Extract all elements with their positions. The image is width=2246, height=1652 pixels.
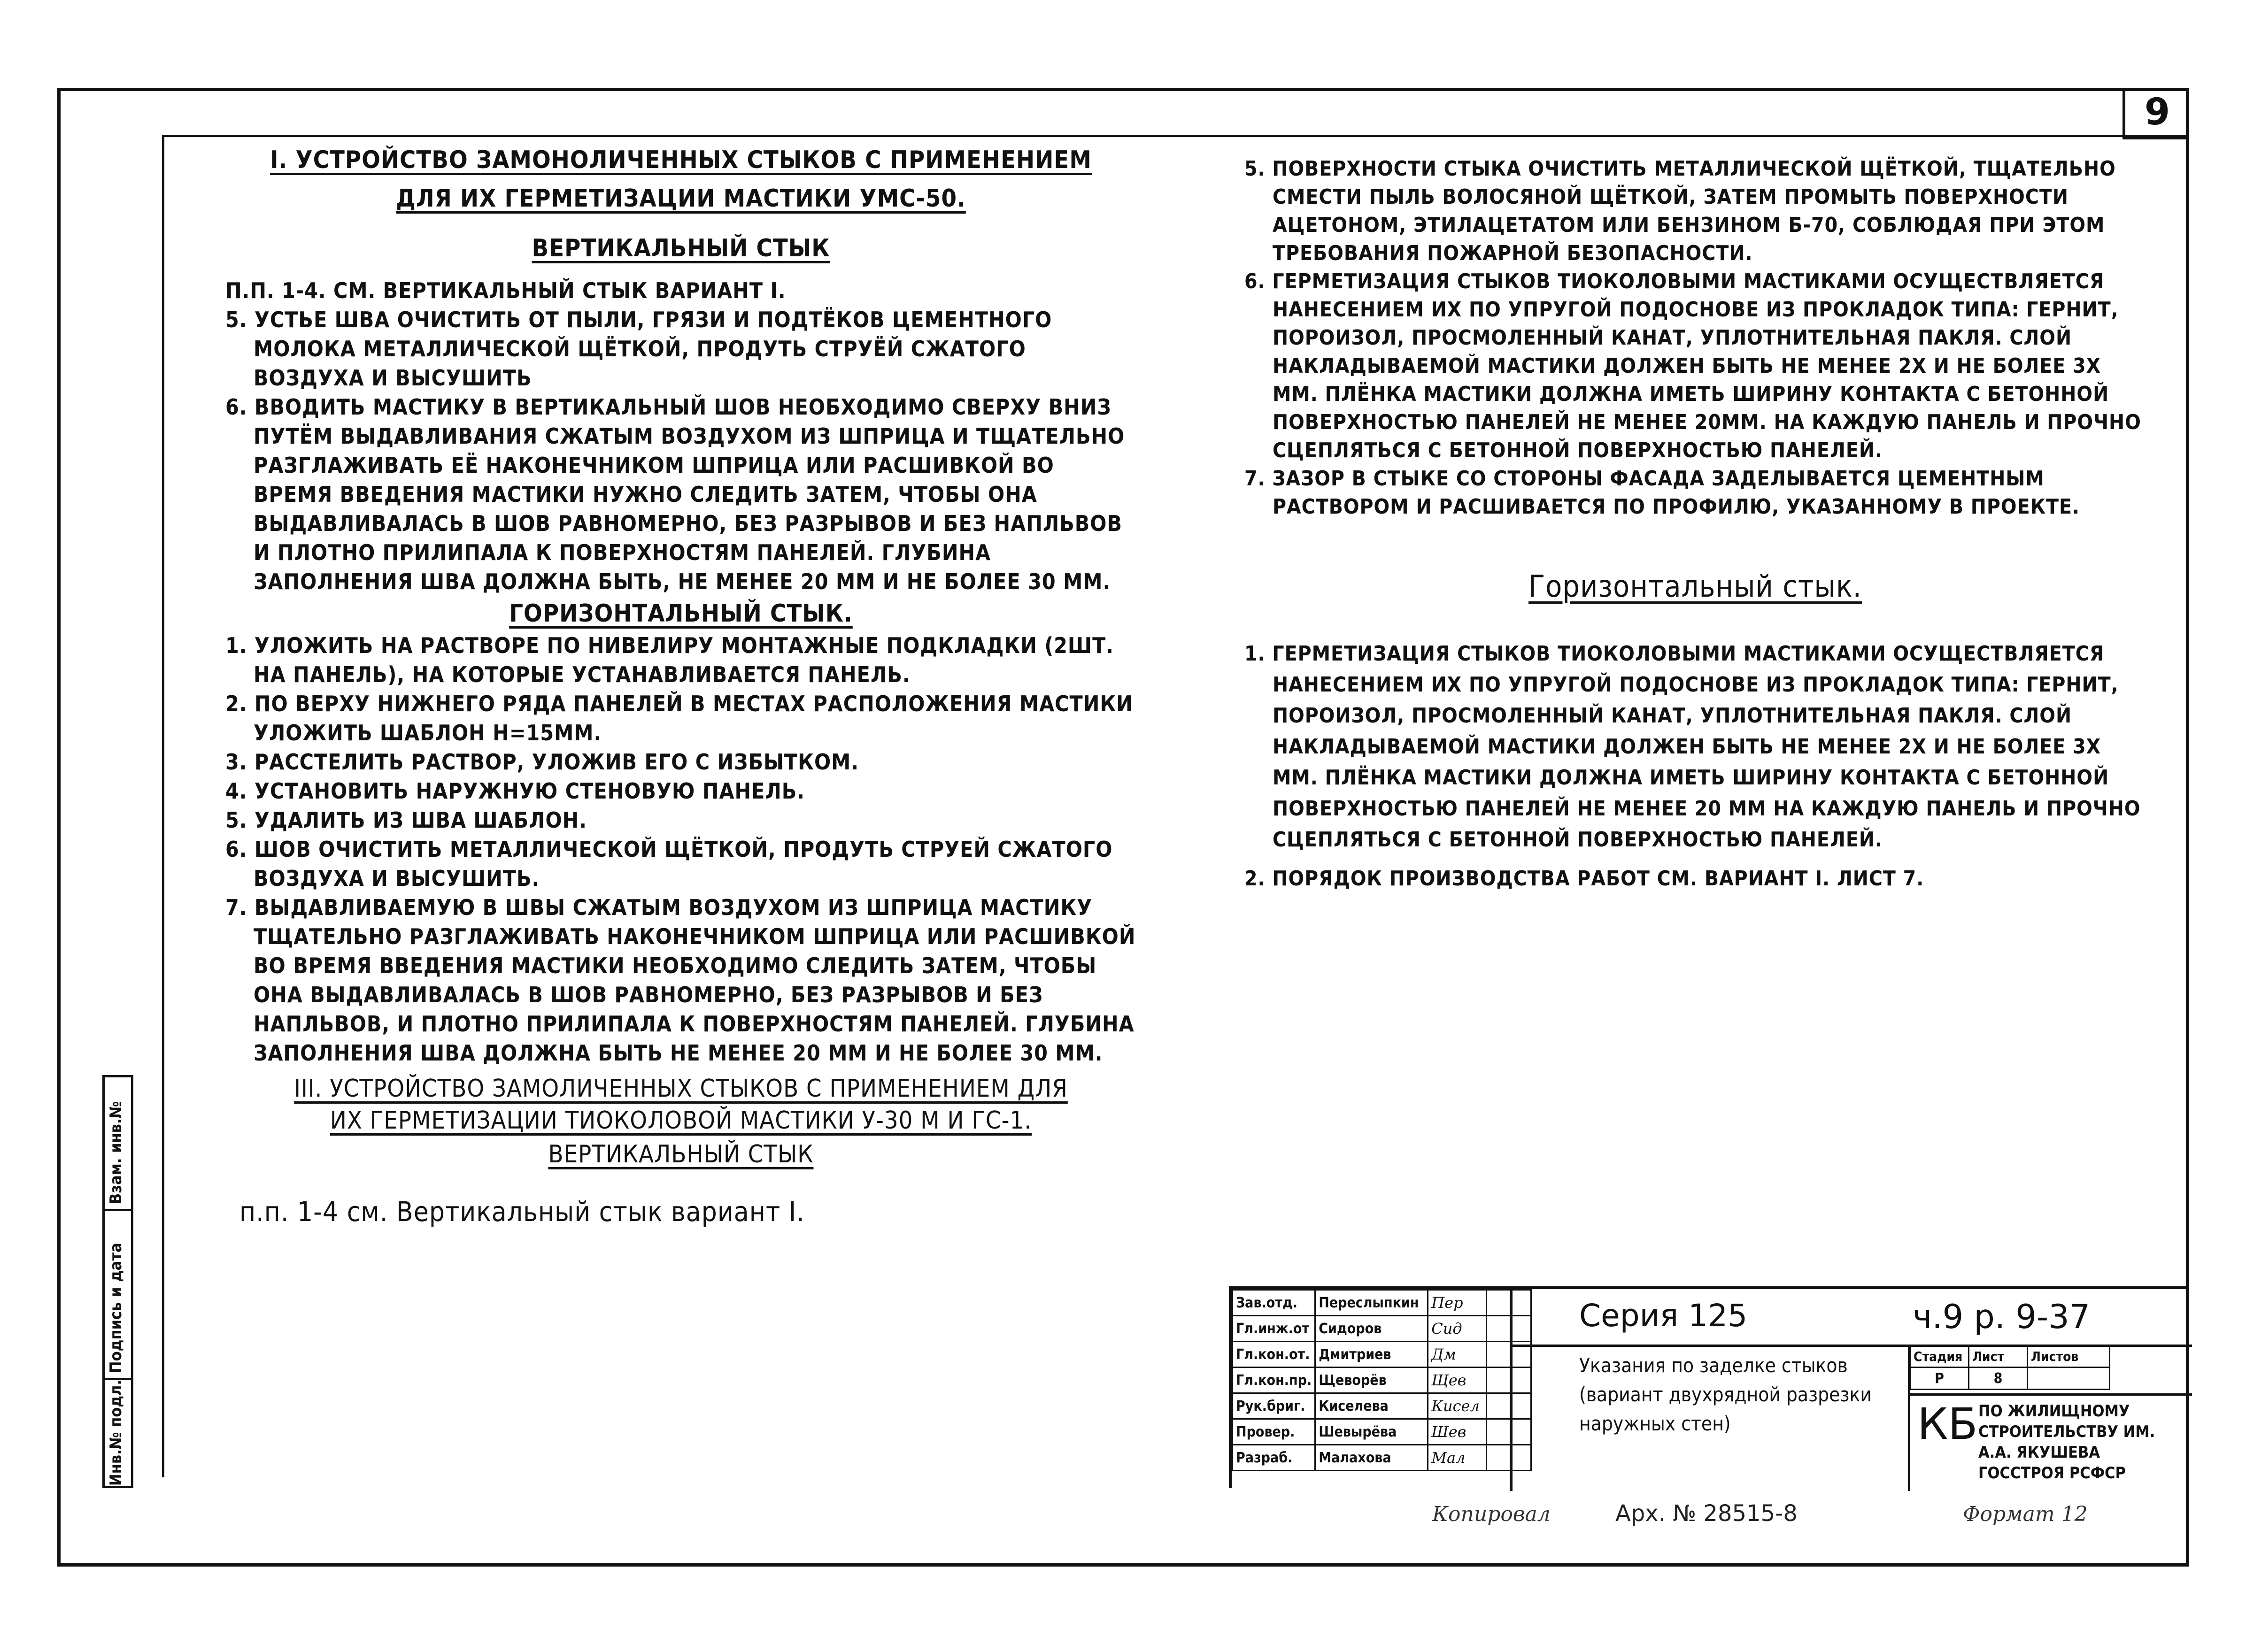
staff-name: Малахова xyxy=(1315,1445,1428,1471)
horiz-item-3: 3. РАССТЕЛИТЬ РАСТВОР, УЛОЖИВ ЕГО С ИЗБЫТКОМ. xyxy=(225,749,859,775)
side-stamp xyxy=(102,1075,133,1488)
sheets-label: Листов xyxy=(2028,1345,2110,1368)
horizontal-joint-heading: ГОРИЗОНТАЛЬНЫЙ СТЫК. xyxy=(509,599,853,628)
signature: Щев xyxy=(1428,1368,1487,1393)
document-title: Указания по заделке стыков (вариант двухрядной разрезки наружных стен) xyxy=(1579,1354,1872,1435)
role: Гл.инж.от xyxy=(1233,1316,1315,1342)
document-code: ч.9 р. 9-37 xyxy=(1913,1298,2091,1336)
right-item-5: 5. ПОВЕРХНОСТИ СТЫКА ОЧИСТИТЬ МЕТАЛЛИЧЕСКОЙ ЩЁТКОЙ, ТЩАТЕЛЬНО СМЕСТИ ПЫЛЬ ВОЛОСЯНОЙ ЩЁТКОЙ, ЗАТЕМ ПРОМЫТЬ ПОВЕРХНОСТИ АЦЕТОНОМ, ЭТИЛАЦЕТАТОМ ИЛИ БЕНЗИНОМ Б-70, СОБЛЮДАЯ ПРИ ЭТОМ ТРЕБОВАНИЯ ПОЖАРНОЙ БЕЗОПАСНОСТИ. xyxy=(1244,157,2116,265)
signature: Шев xyxy=(1428,1419,1487,1445)
final-item: п.п. 1-4 см. Вертикальный стык вариант I. xyxy=(239,1196,805,1228)
vert-item-6: 6. ВВОДИТЬ МАСТИКУ В ВЕРТИКАЛЬНЫЙ ШОВ НЕОБХОДИМО СВЕРХУ ВНИЗ ПУТЁМ ВЫДАВЛИВАНИЯ СЖАТЫМ ВОЗДУХОМ ИЗ ШПРИЦА И ТЩАТЕЛЬНО РАЗГЛАЖИВАТЬ ЕЁ НАКОНЕЧНИКОМ ШПРИЦА ИЛИ РАСШИВКОЙ ВО ВРЕМЯ ВВЕДЕНИЯ МАСТИКИ НУЖНО СЛЕДИТЬ ЗАТЕМ, ЧТОБЫ ОНА ВЫДАВЛИВАЛАСЬ В ШОВ РАВНОМЕРНО, БЕЗ РАЗРЫВОВ И БЕЗ НАПЛЬВОВ И ПЛОТНО ПРИЛИПАЛА К ПОВЕРХНОСТЯМ ПАНЕЛЕЙ. ГЛУБИНА ЗАПОЛНЕНИЯ ШВА ДОЛЖНА БЫТЬ, НЕ МЕНЕЕ 20 ММ И НЕ БОЛЕЕ 30 ММ. xyxy=(225,394,1125,594)
signature: Сид xyxy=(1428,1316,1487,1342)
signature: Кисел xyxy=(1428,1393,1487,1419)
horiz-item-4: 4. УСТАНОВИТЬ НАРУЖНУЮ СТЕНОВУЮ ПАНЕЛЬ. xyxy=(225,778,805,804)
section-title-1-line1: I. УСТРОЙСТВО ЗАМОНОЛИЧЕННЫХ СТЫКОВ С ПРИМЕНЕНИЕМ xyxy=(270,146,1092,174)
title-block xyxy=(1229,1286,2189,1488)
role: Провер. xyxy=(1233,1419,1315,1445)
right-column xyxy=(1244,155,2146,893)
vertical-joint-heading: ВЕРТИКАЛЬНЫЙ СТЫК xyxy=(532,234,830,262)
staff-name: Переслыпкин xyxy=(1315,1290,1428,1316)
horiz-item-2: 2. ПО ВЕРХУ НИЖНЕГО РЯДА ПАНЕЛЕЙ В МЕСТАХ РАСПОЛОЖЕНИЯ МАСТИКИ УЛОЖИТЬ ШАБЛОН H=15ММ. xyxy=(225,691,1133,745)
staff-name: Шевырёва xyxy=(1315,1419,1428,1445)
role: Гл.кон.пр. xyxy=(1233,1368,1315,1393)
horiz-item-1: 1. УЛОЖИТЬ НА РАСТВОРЕ ПО НИВЕЛИРУ МОНТАЖНЫЕ ПОДКЛАДКИ (2ШТ. НА ПАНЕЛЬ), НА КОТОРЫЕ УСТАНАВЛИВАЕТСЯ ПАНЕЛЬ. xyxy=(225,633,1114,687)
left-column xyxy=(225,146,1136,1226)
copied-label: Копировал xyxy=(1432,1502,1551,1526)
section-title-3-line1: III. УСТРОЙСТВО ЗАМОЛИЧЕННЫХ СТЫКОВ С ПРИМЕНЕНИЕМ ДЛЯ xyxy=(294,1075,1068,1103)
signature: Мал xyxy=(1428,1445,1487,1471)
section-title-1-line2: ДЛЯ ИХ ГЕРМЕТИЗАЦИИ МАСТИКИ УМС-50. xyxy=(396,184,966,213)
horiz-item-7: 7. ВЫДАВЛИВАЕМУЮ В ШВЫ СЖАТЫМ ВОЗДУХОМ ИЗ ШПРИЦА МАСТИКУ ТЩАТЕЛЬНО РАЗГЛАЖИВАТЬ НАКОНЕЧНИКОМ ШПРИЦА ИЛИ РАСШИВКОЙ ВО ВРЕМЯ ВВЕДЕНИЯ МАСТИКИ НЕОБХОДИМО СЛЕДИТЬ ЗАТЕМ, ЧТОБЫ ОНА ВЫДАВЛИВАЛАСЬ В ШОВ РАВНОМЕРНО, БЕЗ РАЗРЫВОВ И БЕЗ НАПЛЬВОВ, И ПЛОТНО ПРИЛИПАЛА К ПОВЕРХНОСТЯМ ПАНЕЛЕЙ. ГЛУБИНА ЗАПОЛНЕНИЯ ШВА ДОЛЖНА БЫТЬ НЕ МЕНЕЕ 20 ММ И НЕ БОЛЕЕ 30 ММ. xyxy=(225,895,1136,1066)
role: Рук.бриг. xyxy=(1233,1393,1315,1419)
org-name: ПО ЖИЛИЩНОМУ СТРОИТЕЛЬСТВУ ИМ. А.А. ЯКУШЕВА ГОССТРОЯ РСФСР xyxy=(1978,1402,2155,1483)
side-stamp-inv: Инв.№ подл. xyxy=(107,1379,125,1486)
right-horiz-item-1: 1. ГЕРМЕТИЗАЦИЯ СТЫКОВ ТИОКОЛОВЫМИ МАСТИКАМИ ОСУЩЕСТВЛЯЕТСЯ НАНЕСЕНИЕМ ИХ ПО УПРУГОЙ ПОДОСНОВЕ ИЗ ПРОКЛАДОК ТИПА: ГЕРНИТ, ПОРОИЗОЛ, ПРОСМОЛЕННЫЙ КАНАТ, УПЛОТНИТЕЛЬНАЯ ПАКЛЯ. СЛОЙ НАКЛАДЫВАЕМОЙ МАСТИКИ ДОЛЖЕН БЫТЬ НЕ МЕНЕЕ 2Х И НЕ БОЛЕЕ 3Х ММ. ПЛЁНКА МАСТИКИ ДОЛЖНА ИМЕТЬ ШИРИНУ КОНТАКТА С БЕТОННОЙ ПОВЕРХНОСТЬЮ ПАНЕЛЕЙ НЕ МЕНЕЕ 20 ММ НА КАЖДУЮ ПАНЕЛЬ И ПРОЧНО СЦЕПЛЯТЬСЯ С БЕТОННОЙ ПОВЕРХНОСТЬЮ ПАНЕЛЕЙ. xyxy=(1244,642,2141,852)
sheet-number: 9 xyxy=(2123,88,2189,139)
right-item-7: 7. ЗАЗОР В СТЫКЕ СО СТОРОНЫ ФАСАДА ЗАДЕЛЫВАЕТСЯ ЦЕМЕНТНЫМ РАСТВОРОМ И РАСШИВАЕТСЯ ПО ПРОФИЛЮ, УКАЗАННОМУ В ПРОЕКТЕ. xyxy=(1244,467,2080,519)
vertical-joint-heading-2: ВЕРТИКАЛЬНЫЙ СТЫК xyxy=(548,1140,814,1168)
staff-name: Щеворёв xyxy=(1315,1368,1428,1393)
staff-name: Киселева xyxy=(1315,1393,1428,1419)
role: Разраб. xyxy=(1233,1445,1315,1471)
staff-name: Сидоров xyxy=(1315,1316,1428,1342)
format-label: Формат 12 xyxy=(1963,1502,2088,1526)
vert-item-1: П.П. 1-4. СМ. ВЕРТИКАЛЬНЫЙ СТЫК ВАРИАНТ I. xyxy=(225,278,786,303)
sheet-label: Лист xyxy=(1969,1345,2028,1368)
archive-number: Арх. № 28515-8 xyxy=(1615,1500,1798,1527)
signature: Пер xyxy=(1428,1290,1487,1316)
horiz-item-6: 6. ШОВ ОЧИСТИТЬ МЕТАЛЛИЧЕСКОЙ ЩЁТКОЙ, ПРОДУТЬ СТРУЕЙ СЖАТОГО ВОЗДУХА И ВЫСУШИТЬ. xyxy=(225,837,1113,891)
stage-label: Стадия xyxy=(1910,1345,1969,1368)
staff-table xyxy=(1232,1289,1532,1471)
signature: Дм xyxy=(1428,1342,1487,1368)
right-horiz-item-2: 2. ПОРЯДОК ПРОИЗВОДСТВА РАБОТ СМ. ВАРИАНТ I. ЛИСТ 7. xyxy=(1244,867,1924,891)
stage-table xyxy=(1909,1345,2110,1390)
stage-value: Р xyxy=(1910,1368,1969,1390)
staff-name: Дмитриев xyxy=(1315,1342,1428,1368)
horiz-item-5: 5. УДАЛИТЬ ИЗ ШВА ШАБЛОН. xyxy=(225,807,587,833)
org-logo: КБ xyxy=(1917,1399,1978,1449)
right-item-6: 6. ГЕРМЕТИЗАЦИЯ СТЫКОВ ТИОКОЛОВЫМИ МАСТИКАМИ ОСУЩЕСТВЛЯЕТСЯ НАНЕСЕНИЕМ ИХ ПО УПРУГОЙ ПОДОСНОВЕ ИЗ ПРОКЛАДОК ТИПА: ГЕРНИТ, ПОРОИЗОЛ, ПРОСМОЛЕННЫЙ КАНАТ, УПЛОТНИТЕЛЬНАЯ ПАКЛЯ. СЛОЙ НАКЛАДЫВАЕМОЙ МАСТИКИ ДОЛЖЕН БЫТЬ НЕ МЕНЕЕ 2Х И НЕ БОЛЕЕ 3Х ММ. ПЛЁНКА МАСТИКИ ДОЛЖНА ИМЕТЬ ШИРИНУ КОНТАКТА С БЕТОННОЙ ПОВЕРХНОСТЬЮ ПАНЕЛЕЙ НЕ МЕНЕЕ 20ММ. НА КАЖДУЮ ПАНЕЛЬ И ПРОЧНО СЦЕПЛЯТЬСЯ С БЕТОННОЙ ПОВЕРХНОСТЬЮ ПАНЕЛЕЙ. xyxy=(1244,269,2141,462)
vert-item-5: 5. УСТЬЕ ШВА ОЧИСТИТЬ ОТ ПЫЛИ, ГРЯЗИ И ПОДТЁКОВ ЦЕМЕНТНОГО МОЛОКА МЕТАЛЛИЧЕСКОЙ ЩЁТКОЙ, ПРОДУТЬ СТРУЁЙ СЖАТОГО ВОЗДУХА И ВЫСУШИТЬ xyxy=(225,307,1052,391)
side-stamp-sign-date: Подпись и дата xyxy=(107,1243,125,1373)
side-stamp-replace: Взам. инв.№ xyxy=(107,1101,125,1204)
sheet-value: 8 xyxy=(1969,1368,2028,1390)
role: Зав.отд. xyxy=(1233,1290,1315,1316)
right-horizontal-heading: Горизонтальный стык. xyxy=(1528,569,1862,604)
series-label: Серия 125 xyxy=(1579,1298,1748,1334)
section-title-3-line2: ИХ ГЕРМЕТИЗАЦИИ ТИОКОЛОВОЙ МАСТИКИ У-30 М И ГС-1. xyxy=(330,1106,1032,1135)
role: Гл.кон.от. xyxy=(1233,1342,1315,1368)
